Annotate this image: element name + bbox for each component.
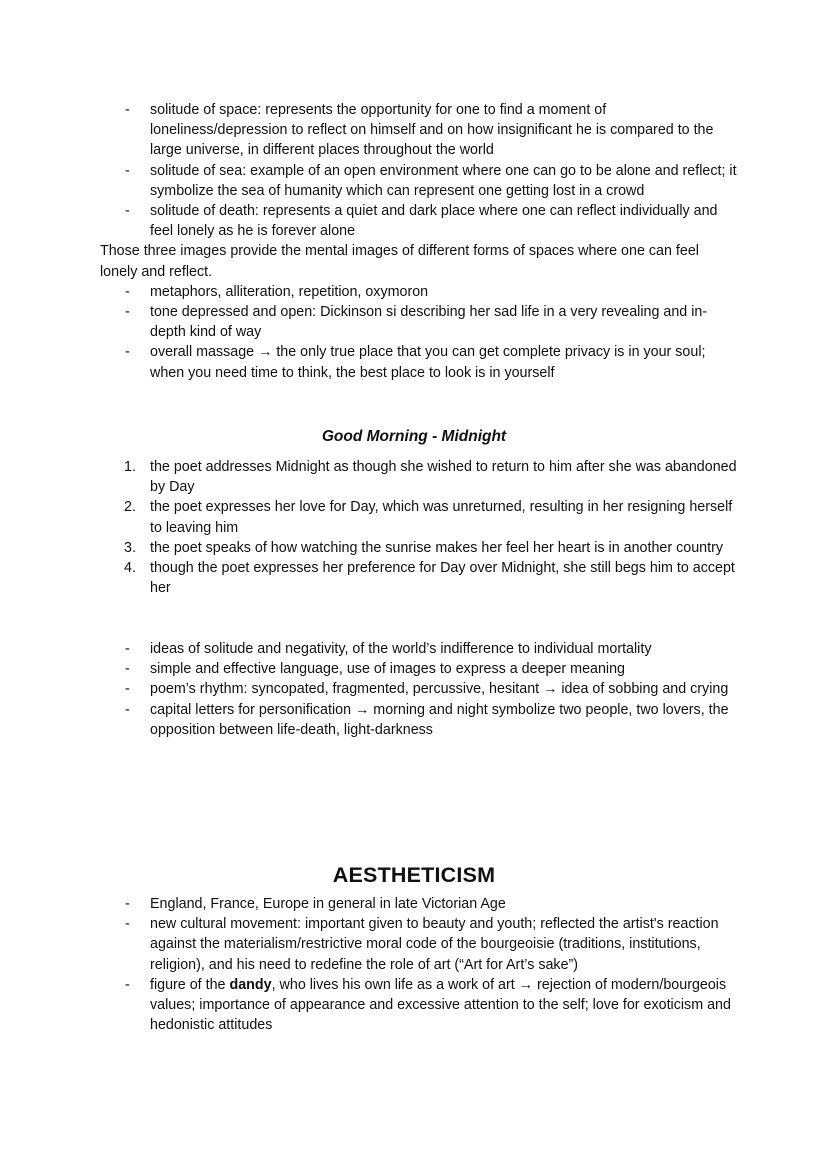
bullet-text: metaphors, alliteration, repetition, oxymoron — [150, 283, 429, 300]
dash-marker: - — [125, 661, 130, 678]
bullet-text — [150, 977, 731, 1033]
dash-marker: - — [125, 976, 130, 993]
list-item — [100, 342, 740, 382]
number-marker: 3. — [124, 539, 136, 556]
bullet-text: simple and effective language, use of images to express a deeper meaning — [150, 661, 626, 678]
bullet-text-start: figure of the — [150, 976, 230, 993]
analysis-list — [100, 282, 740, 383]
list-item — [100, 302, 740, 342]
list-item — [100, 679, 740, 699]
list-item — [100, 975, 740, 1036]
dash-marker: - — [125, 896, 130, 912]
number-marker: 4. — [124, 560, 136, 577]
bullet-text: ideas of solitude and negativity, of the world’s indifference to individual mortality — [150, 641, 652, 657]
bullet-text: England, France, Europe in general in late Victorian Age — [150, 896, 506, 912]
solitude-list — [100, 100, 740, 241]
section-title: AESTHETICISM — [332, 863, 496, 887]
bullet-text: solitude of space: represents the opportunity for one to find a moment of loneliness/depression to reflect on himself and on how insignificant he is compared to the large universe, in different places throughout the world — [150, 102, 714, 159]
list-item — [100, 161, 740, 201]
aestheticism-section — [100, 894, 740, 1035]
dash-marker: - — [125, 283, 130, 300]
list-item — [100, 700, 740, 740]
list-item — [100, 538, 740, 558]
number-marker: 1. — [124, 459, 136, 475]
point-text: though the poet expresses her preference for Day over Midnight, she still begs him to accept her — [150, 560, 735, 597]
dash-marker: - — [125, 203, 130, 220]
list-item — [100, 100, 740, 161]
poem-notes-section — [100, 639, 740, 740]
dash-marker: - — [125, 304, 130, 321]
list-item — [100, 558, 740, 598]
list-item — [100, 639, 740, 659]
bullet-text: overall massage → the only true place that you can get complete privacy is in your soul; when you need time to think, the best place to look is in yourself — [150, 344, 706, 381]
point-text: the poet expresses her love for Day, which was unreturned, resulting in her resigning herself to leaving him — [150, 499, 733, 536]
summary-paragraph: Those three images provide the mental images of different forms of spaces where one can feel lonely and reflect. — [100, 243, 699, 280]
dash-marker: - — [125, 916, 130, 933]
dandy-term: dandy — [229, 976, 272, 993]
aestheticism-list — [100, 894, 740, 1035]
point-text: the poet addresses Midnight as though she wished to return to him after she was abandoned by Day — [150, 459, 737, 496]
dash-marker: - — [125, 681, 130, 698]
poem-section — [100, 457, 740, 598]
bullet-text: tone depressed and open: Dickinson si describing her sad life in a very revealing and in-depth kind of way — [150, 304, 708, 341]
list-item — [100, 497, 740, 537]
bullet-text: solitude of death: represents a quiet and dark place where one can reflect individually and feel lonely as he is forever alone — [150, 203, 718, 240]
dash-marker: - — [125, 102, 130, 118]
list-item — [100, 201, 740, 241]
list-item — [100, 457, 740, 497]
poem-title: Good Morning - Midnight — [321, 428, 507, 445]
dash-marker: - — [125, 701, 130, 718]
list-item — [100, 282, 740, 302]
poem-summary-list — [100, 457, 740, 598]
list-item — [100, 659, 740, 679]
point-text: the poet speaks of how watching the sunrise makes her feel her heart is in another country — [150, 539, 723, 556]
dash-marker: - — [125, 344, 130, 361]
dash-marker: - — [125, 641, 130, 657]
list-item — [100, 914, 740, 975]
number-marker: 2. — [124, 499, 136, 516]
poem-notes-list — [100, 639, 740, 740]
bullet-text: new cultural movement: important given to beauty and youth; reflected the artist's reaction against the materialism/restrictive moral code of the bourgeoisie (traditions, institutions, religion), and his need to redefine the role of art (“Art for Art’s sake”) — [150, 916, 719, 973]
bullet-text: solitude of sea: example of an open environment where one can go to be alone and reflect; it symbolize the sea of humanity which can represent one getting lost in a crowd — [150, 162, 737, 199]
bullet-text: capital letters for personification → morning and night symbolize two people, two lovers, the opposition between life-death, light-darkness — [150, 701, 729, 738]
intro-section — [100, 100, 740, 383]
dash-marker: - — [125, 162, 130, 179]
bullet-text: poem’s rhythm: syncopated, fragmented, percussive, hesitant → idea of sobbing and crying — [150, 681, 729, 698]
bullet-text-end: , who lives his own life as a work of art → rejection of modern/bourgeois values; importance of appearance and excessive attention to the self; love for exoticism and hedonistic attitudes — [150, 976, 731, 1034]
list-item — [100, 894, 740, 914]
